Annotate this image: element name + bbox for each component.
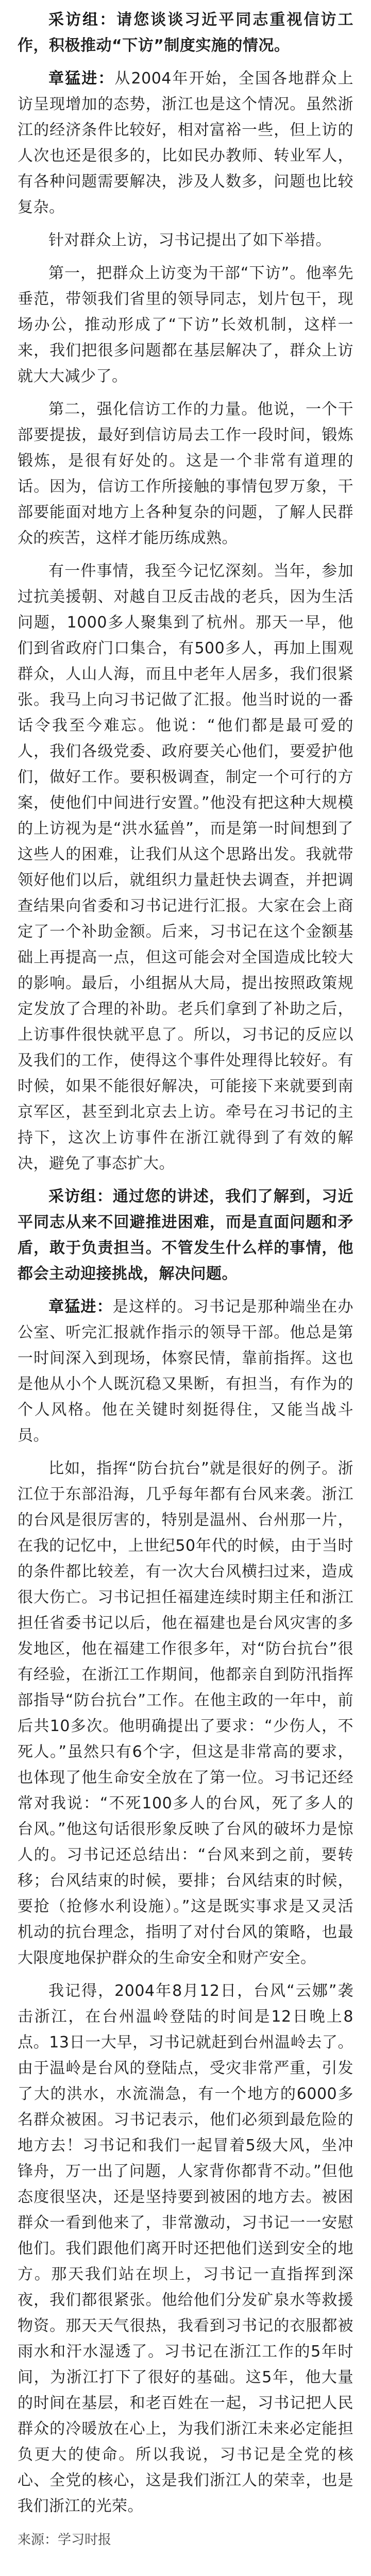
paragraph-text: 第二，强化信访工作的力量。他说，一个干部要提拔，最好到信访局去工作一段时间，锻炼锻炼，是很有好处的。这是一个非常有道理的话。因为，信访工作所接触的事情包罗万象，干部要能面对地方上各种复杂的问题，了解人民群众的疾苦，这样才能历练成熟。 xyxy=(18,400,353,547)
paragraph-text: 我记得，2004年8月12日，台风“云娜”袭击浙江，在台州温岭登陆的时间是12日晚上8点。13日一大早，习书记就赶到台州温岭去了。由于温岭是台风的登陆点，受灾非常严重，引发了大的洪水，水流湍急，有一个地方的6000多名群众被困。习书记表示，他们必须到最危险的地方去！习书记和我们一起冒着5级大风，坐冲锋舟，万一出了问题，人家背你都背不动。”但他态度很坚决，还是坚持要到被困的地方去。被困群众一看到他来了，非常激动，习书记一一安慰他们。我们跟他们离开时还把他们送到安全的地方。那天我们站在坝上，习书记一直指挥到深夜，我们都很紧张。他给他们分发矿泉水等救援物资。那天天气很热，我看到习书记的衣服都被雨水和汗水湿透了。习书记在浙江工作的5年时间，为浙江打下了很好的基础。这5年，他大量的时间在基层，和老百姓在一起，习书记把人民群众的冷暖放在心上，为我们浙江未来必定能担负更大的使命。所以我说，习书记是全党的核心、全党的核心，这是我们浙江人的荣幸，也是我们浙江的光荣。 xyxy=(18,1982,353,2515)
paragraph-text: 比如，指挥“防台抗台”就是很好的例子。浙江位于东部沿海，几乎每年都有台风来袭。浙江的台风是很厉害的，特别是温州、台州那一片，在我的记忆中，上世纪50年代的时候，由于当时的条件都比较差，有一次大台风横扫过来，造成很大伤亡。习书记担任福建连续时期主任和浙江担任省委书记以后，他在福建也是台风灾害的多发地区，他在福建工作很多年，对“防台抗台”很有经验，在浙江工作期间，他都亲自到防汛指挥部指导“防台抗台”工作。在他主政的一年中，前后共10多次。他明确提出了要求：“少伤人，不死人。”虽然只有6个字，但这是非常高的要求，也体现了他生命安全放在了第一位。习书记还经常对我说：“不死100多人的台风，死了多人的台风。”他这句话很形象反映了台风的破坏力是惊人的。习书记还总结出：“台风来到之前，要转移；台风结束的时候，要排；台风结束的时候，要抢（抢修水利设施）。”这是既实事求是又灵活机动的抗台理念，指明了对付台风的策略，也最大限度地保护群众的生命安全和财产安全。 xyxy=(18,1460,353,1967)
article-paragraph xyxy=(18,397,353,551)
paragraph-text: 从2004年开始，全国各地群众上访呈现增加的态势，浙江也是这个情况。虽然浙江的经济条件比较好，相对富裕一些，但上访的人次也还是很多的，比如民办教师、转业军人，有各种问题需要解决，涉及人数多，问题也比较复杂。 xyxy=(18,70,353,216)
paragraph-list xyxy=(18,7,353,2519)
article-paragraph xyxy=(18,228,353,253)
article-paragraph xyxy=(18,1184,353,1287)
article-paragraph xyxy=(18,1456,353,1971)
source-line: 来源：学习时报 xyxy=(18,2532,112,2548)
article-paragraph xyxy=(18,1294,353,1449)
article-paragraph xyxy=(18,66,353,221)
article-paragraph xyxy=(18,261,353,389)
paragraph-text: 是这样的。习书记是那种端坐在办公室、听完汇报就作指示的领导干部。他总是第一时间深入到现场，体察民情，靠前指挥。这也是他从小个人既沉稳又果断，有担当，有作为的个人风格。他在关键时刻挺得住，又能当战斗员。 xyxy=(18,1298,354,1445)
speaker-label: 章猛进： xyxy=(48,70,115,88)
paragraph-text: 有一件事情，我至今记忆深刻。当年，参加过抗美援朝、对越自卫反击战的老兵，因为生活问题，1000多人聚集到了杭州。那天一早，他们到省政府门口集合，有500多人，再加上围观群众，人山人海，而且中老年人居多，我们很紧张。我马上向习书记做了汇报。他当时说的一番话令我至今难忘。他说：“他们都是最可爱的人，我们各级党委、政府要关心他们，要爱护他们，做好工作。要积极调查，制定一个可行的方案，使他们中间进行安置。”他没有把这种大规模的上访视为是“洪水猛兽”，而是第一时间想到了这些人的困难，让我们从这个思路出发。我就带领好他们以后，就组织力量赶快去调查，并把调查结果向省委和习书记进行汇报。大家在会上商定了一个补助金额。后来，习书记在这个金额基础上再提高一点，但这可能会对全国造成比较大的影响。最后，小组据从大局，提出按照政策规定发放了合理的补助。老兵们拿到了补助之后，上访事件很快就平息了。所以，习书记的反应以及我们的工作，使得这个事件处理得比较好。有时候，如果不能很好解决，可能接下来就要到南京军区，甚至到北京去上访。牵号在习书记的主持下，这次上访事件在浙江就得到了有效的解决，避免了事态扩大。 xyxy=(18,562,353,1173)
paragraph-text: 第一，把群众上访变为干部“下访”。他率先垂范，带领我们省里的领导同志，划片包干，现场办公，推动形成了“下访”长效机制，这样一来，我们把很多问题都在基层解决了，群众上访就大大减少了。 xyxy=(18,264,353,385)
paragraph-text: 通过您的讲述，我们了解到，习近平同志从来不回避推进困难，而是直面问题和矛盾，敢于负责担当。不管发生什么样的事情，他都会主动迎接挑战，解决问题。 xyxy=(18,1188,354,1283)
speaker-label: 采访组： xyxy=(48,11,117,29)
article-paragraph xyxy=(18,1978,353,2519)
paragraph-text: 请您谈谈习近平同志重视信访工作，积极推动“下访”制度实施的情况。 xyxy=(18,11,354,55)
speaker-label: 采访组： xyxy=(48,1188,113,1206)
article-paragraph xyxy=(18,558,353,1177)
article-paragraph xyxy=(18,7,353,59)
speaker-label: 章猛进： xyxy=(48,1298,113,1316)
paragraph-text: 针对群众上访，习书记提出了如下举措。 xyxy=(48,231,331,249)
